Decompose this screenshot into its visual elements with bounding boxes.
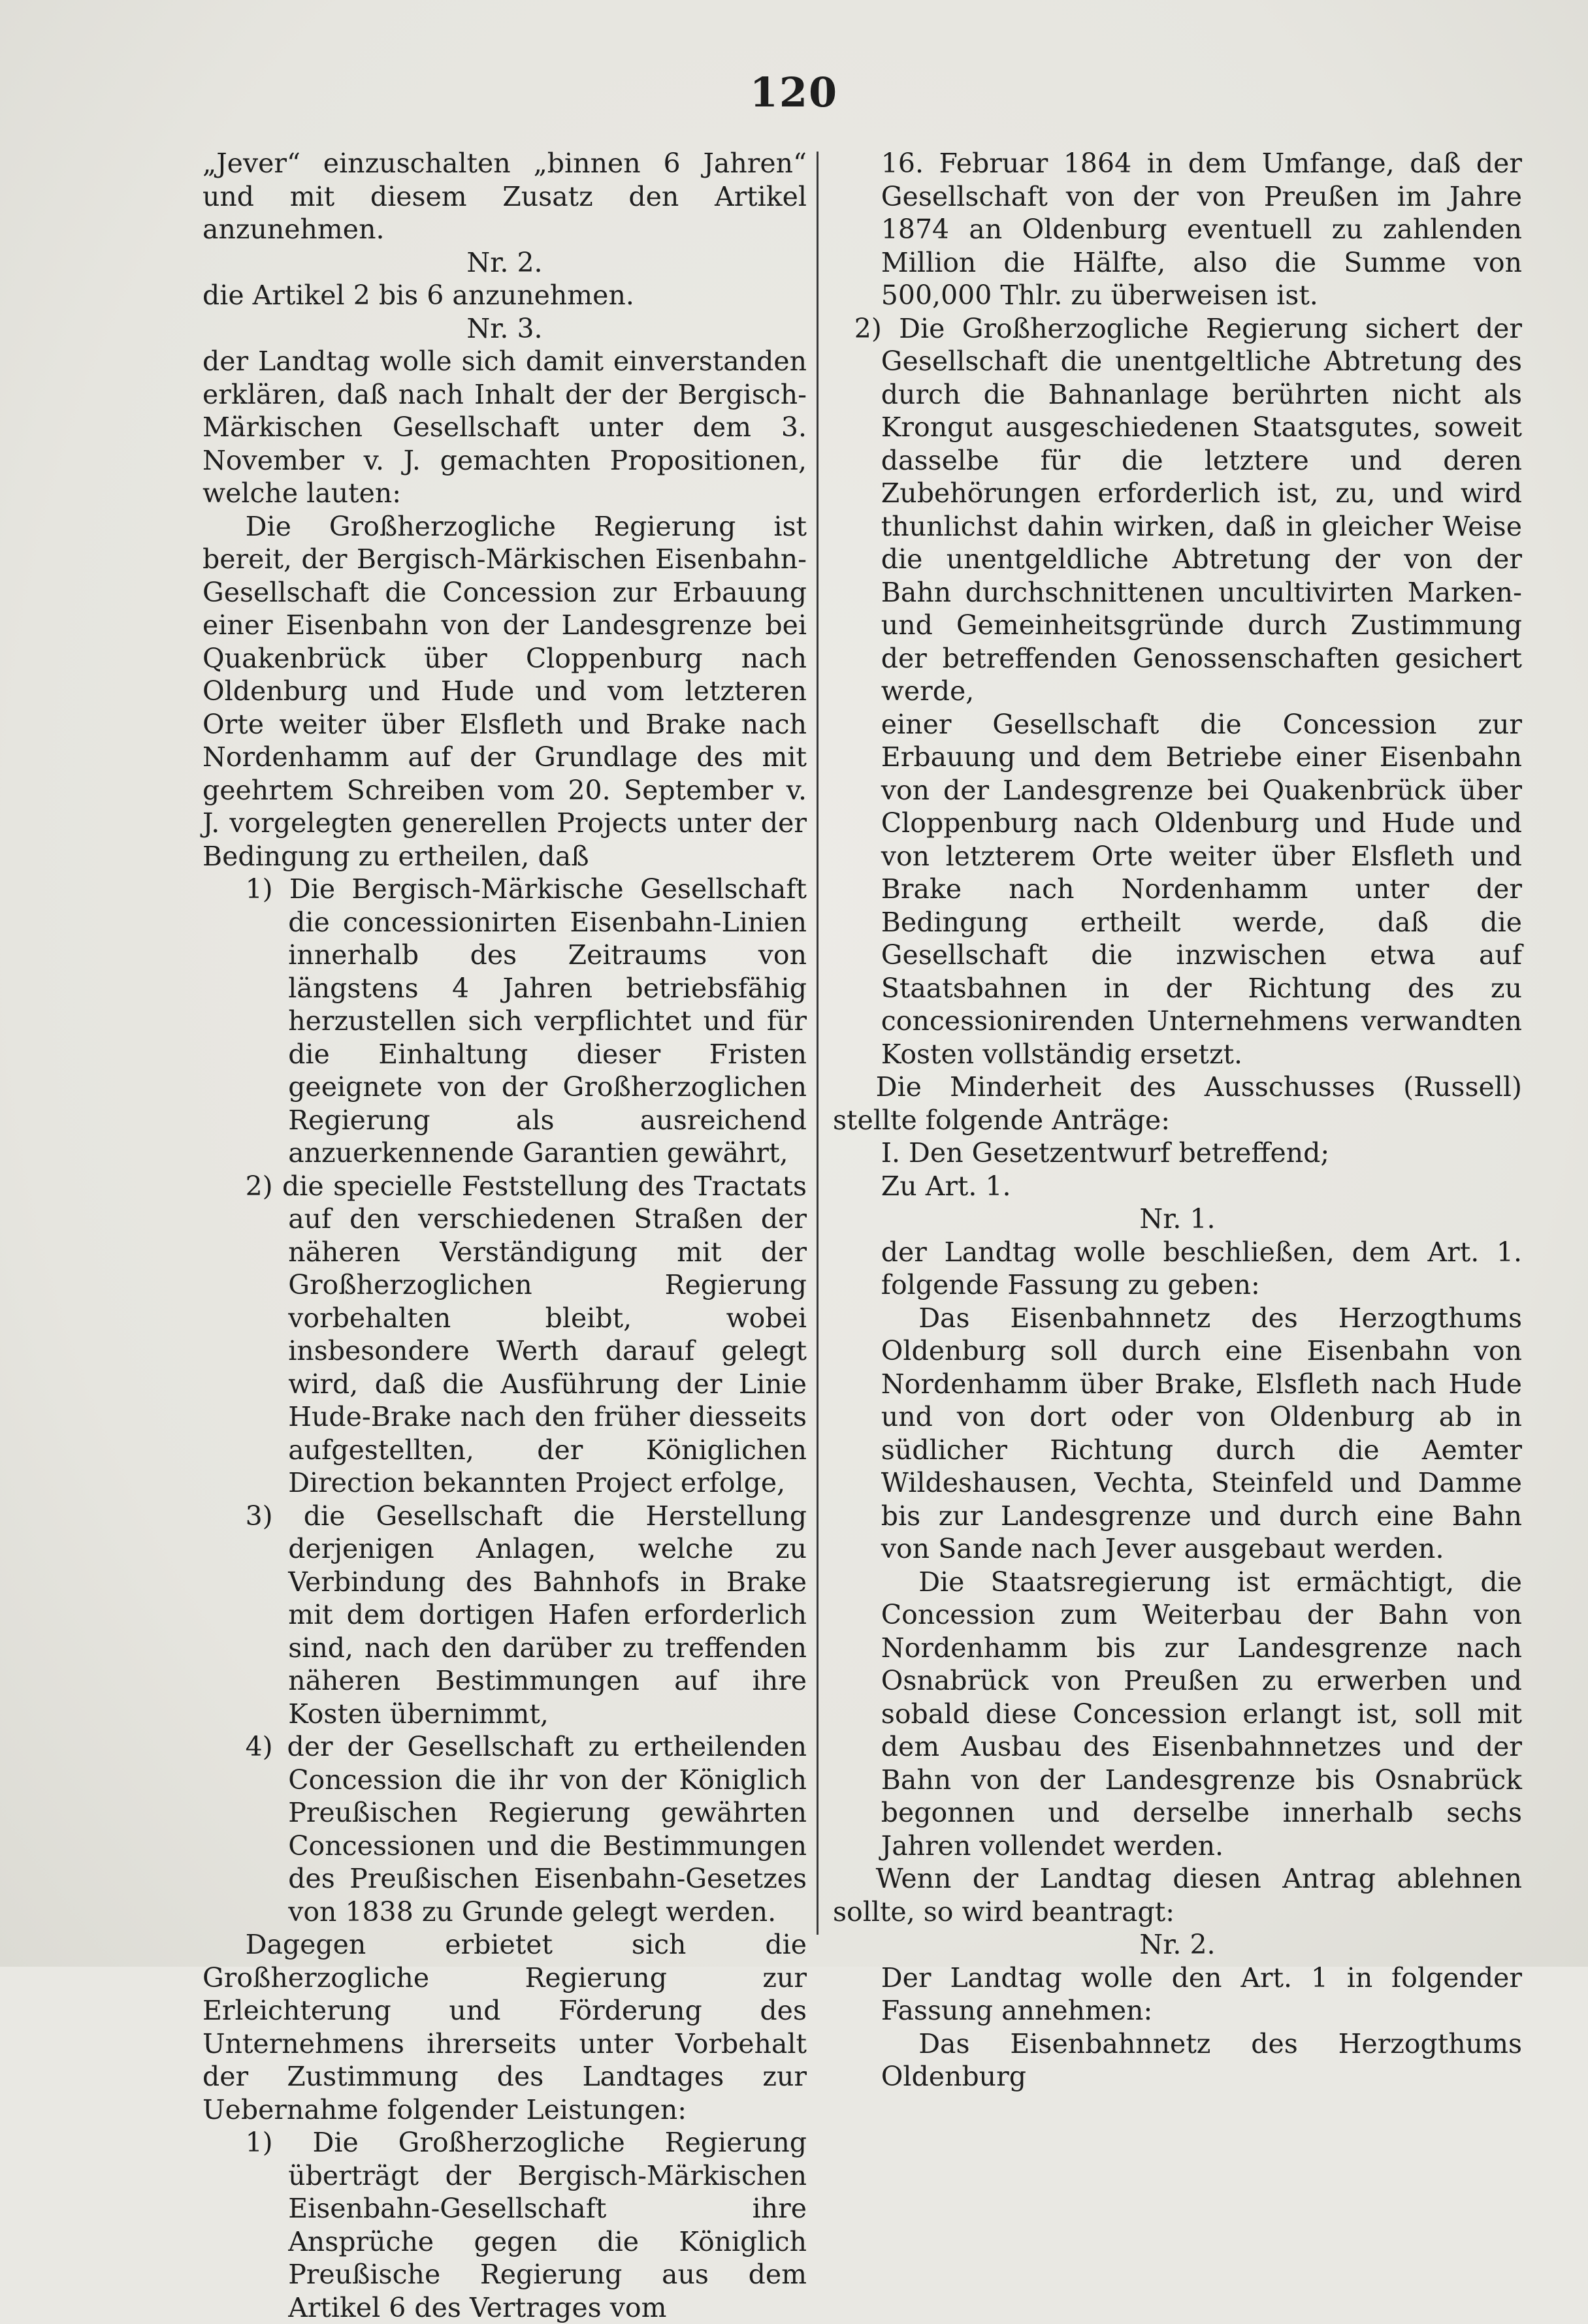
right-column-paragraph: Die Staatsregierung ist ermächtigt, die Concession zum Weiterbau der Bahn von Nordenhamm bis zur Landesgrenze nach Osnabrück von Preußen zu erwerben und sobald diese Concession erlangt ist, soll mit dem Ausbau des Eisenbahnnetzes und der Bahn von der Landesgrenze bis Osnabrück begonnen und derselbe innerhalb sechs Jahren vollendet werden. [881,1566,1522,1862]
left-column-paragraph: Nr. 2. [466,246,543,278]
right-column-paragraph: einer Gesellschaft die Concession zur Erbauung und dem Betriebe einer Eisenbahn von der Landesgrenze bei Quakenbrück über Cloppenburg nach Oldenburg und Hude und von letzterem Orte weiter über Elsfleth und Brake nach Nordenhamm unter der Bedingung ertheilt werde, daß die Gesellschaft die inzwischen etwa auf Staatsbahnen in der Richtung des zu concessionirenden Unternehmens verwandten Kosten vollständig ersetzt. [881,708,1522,1070]
right-column [833,147,1522,2093]
right-column-paragraph: Der Landtag wolle den Art. 1 in folgender Fassung annehmen: [881,1961,1522,2026]
right-column-paragraph: der Landtag wolle beschließen, dem Art. 1. folgende Fassung zu geben: [881,1236,1522,1300]
right-column-paragraph: Nr. 2. [1139,1929,1216,1960]
right-column-paragraph: Die Minderheit des Ausschusses (Russell) stellte folgende Anträge: [833,1071,1522,1136]
left-column-paragraph: 2) die specielle Feststellung des Tractats auf den verschiedenen Straßen der näheren Verständigung mit der Großherzoglichen Regierung vorbehalten bleibt, wobei insbesondere Werth darauf gelegt wird, daß die Ausführung der Linie Hude-Brake nach den früher diesseits aufgestellten, der Königlichen Direction bekannten Project erfolge, [245,1170,807,1498]
left-column-paragraph: die Artikel 2 bis 6 anzunehmen. [203,280,634,311]
left-column [203,147,807,2324]
right-column-paragraph: Das Eisenbahnnetz des Herzogthums Oldenburg [881,2027,1522,2092]
left-column-paragraph: der Landtag wolle sich damit einverstanden erklären, daß nach Inhalt der der Bergisch-Märkischen Gesellschaft unter dem 3. November v. J. gemachten Propositionen, welche lauten: [203,346,807,509]
left-column-paragraph: 4) der der Gesellschaft zu ertheilenden Concession die ihr von der Königlich Preußischen Regierung gewährten Concessionen und die Bestimmungen des Preußischen Eisenbahn-Gesetzes von 1838 zu Grunde gelegt werden. [245,1731,807,1928]
page-number: 120 [749,69,839,116]
column-divider [817,152,818,1935]
right-column-paragraph: Nr. 1. [1139,1203,1216,1235]
right-column-paragraph: Das Eisenbahnnetz des Herzogthums Oldenburg soll durch eine Eisenbahn von Nordenhamm über Brake, Elsfleth nach Hude und von dort oder von Oldenburg ab in südlicher Richtung durch die Aemter Wildeshausen, Vechta, Steinfeld und Damme bis zur Landesgrenze und durch eine Bahn von Sande nach Jever ausgebaut werden. [881,1302,1522,1564]
left-column-paragraph: Die Großherzogliche Regierung ist bereit, der Bergisch-Märkischen Eisenbahn-Gesellschaft die Concession zur Erbauung einer Eisenbahn von der Landesgrenze bei Quakenbrück über Cloppenburg nach Oldenburg und Hude und vom letzteren Orte weiter über Elsfleth und Brake nach Nordenhamm auf der Grundlage des mit geehrtem Schreiben vom 20. September v. J. vorgelegten generellen Projects unter der Bedingung zu ertheilen, daß [203,510,807,872]
left-column-paragraph: 3) die Gesellschaft die Herstellung derjenigen Anlagen, welche zu Verbindung des Bahnhofs in Brake mit dem dortigen Hafen erforderlich sind, nach den darüber zu treffenden näheren Bestimmungen auf ihre Kosten übernimmt, [245,1500,807,1730]
right-column-paragraph: Wenn der Landtag diesen Antrag ablehnen sollte, so wird beantragt: [833,1863,1522,1928]
right-column-paragraph: I. Den Gesetzentwurf betreffend; [881,1137,1330,1169]
right-column-paragraph: 2) Die Großherzogliche Regierung sichert der Gesellschaft die unentgeltliche Abtretung des durch die Bahnanlage berührten nicht als Krongut ausgeschiedenen Staatsgutes, soweit dasselbe für die letztere und deren Zubehörungen erforderlich ist, zu, und wird thunlichst dahin wirken, daß in gleicher Weise die unentgeldliche Abtretung der von der Bahn durchschnittenen uncultivirten Marken- und Gemeinheitsgründe durch Zustimmung der betreffenden Genossenschaften gesichert werde, [854,312,1522,707]
right-column-paragraph: Zu Art. 1. [881,1170,1011,1202]
right-column-paragraph: 16. Februar 1864 in dem Umfange, daß der Gesellschaft von der von Preußen im Jahre 1874 an Oldenburg eventuell zu zahlenden Million die Hälfte, also die Summe von 500,000 Thlr. zu überweisen ist. [881,148,1522,311]
left-column-paragraph: „Jever“ einzuschalten „binnen 6 Jahren“ und mit diesem Zusatz den Artikel anzunehmen. [203,148,807,245]
left-column-paragraph: Nr. 3. [466,312,543,344]
left-column-paragraph: 1) Die Großherzogliche Regierung überträgt der Bergisch-Märkischen Eisenbahn-Gesellschaft ihre Ansprüche gegen die Königlich Preußische Regierung aus dem Artikel 6 des Vertrages vom [245,2127,807,2323]
left-column-paragraph: 1) Die Bergisch-Märkische Gesellschaft die concessionirten Eisenbahn-Linien innerhalb des Zeitraums von längstens 4 Jahren betriebsfähig herzustellen sich verpflichtet und für die Einhaltung dieser Fristen geeignete von der Großherzoglichen Regierung als ausreichend anzuerkennende Garantien gewährt, [245,873,807,1169]
left-column-paragraph: Dagegen erbietet sich die Großherzogliche Regierung zur Erleichterung und Förderung des Unternehmens ihrerseits unter Vorbehalt der Zustimmung des Landtages zur Uebernahme folgender Leistungen: [203,1929,807,2125]
